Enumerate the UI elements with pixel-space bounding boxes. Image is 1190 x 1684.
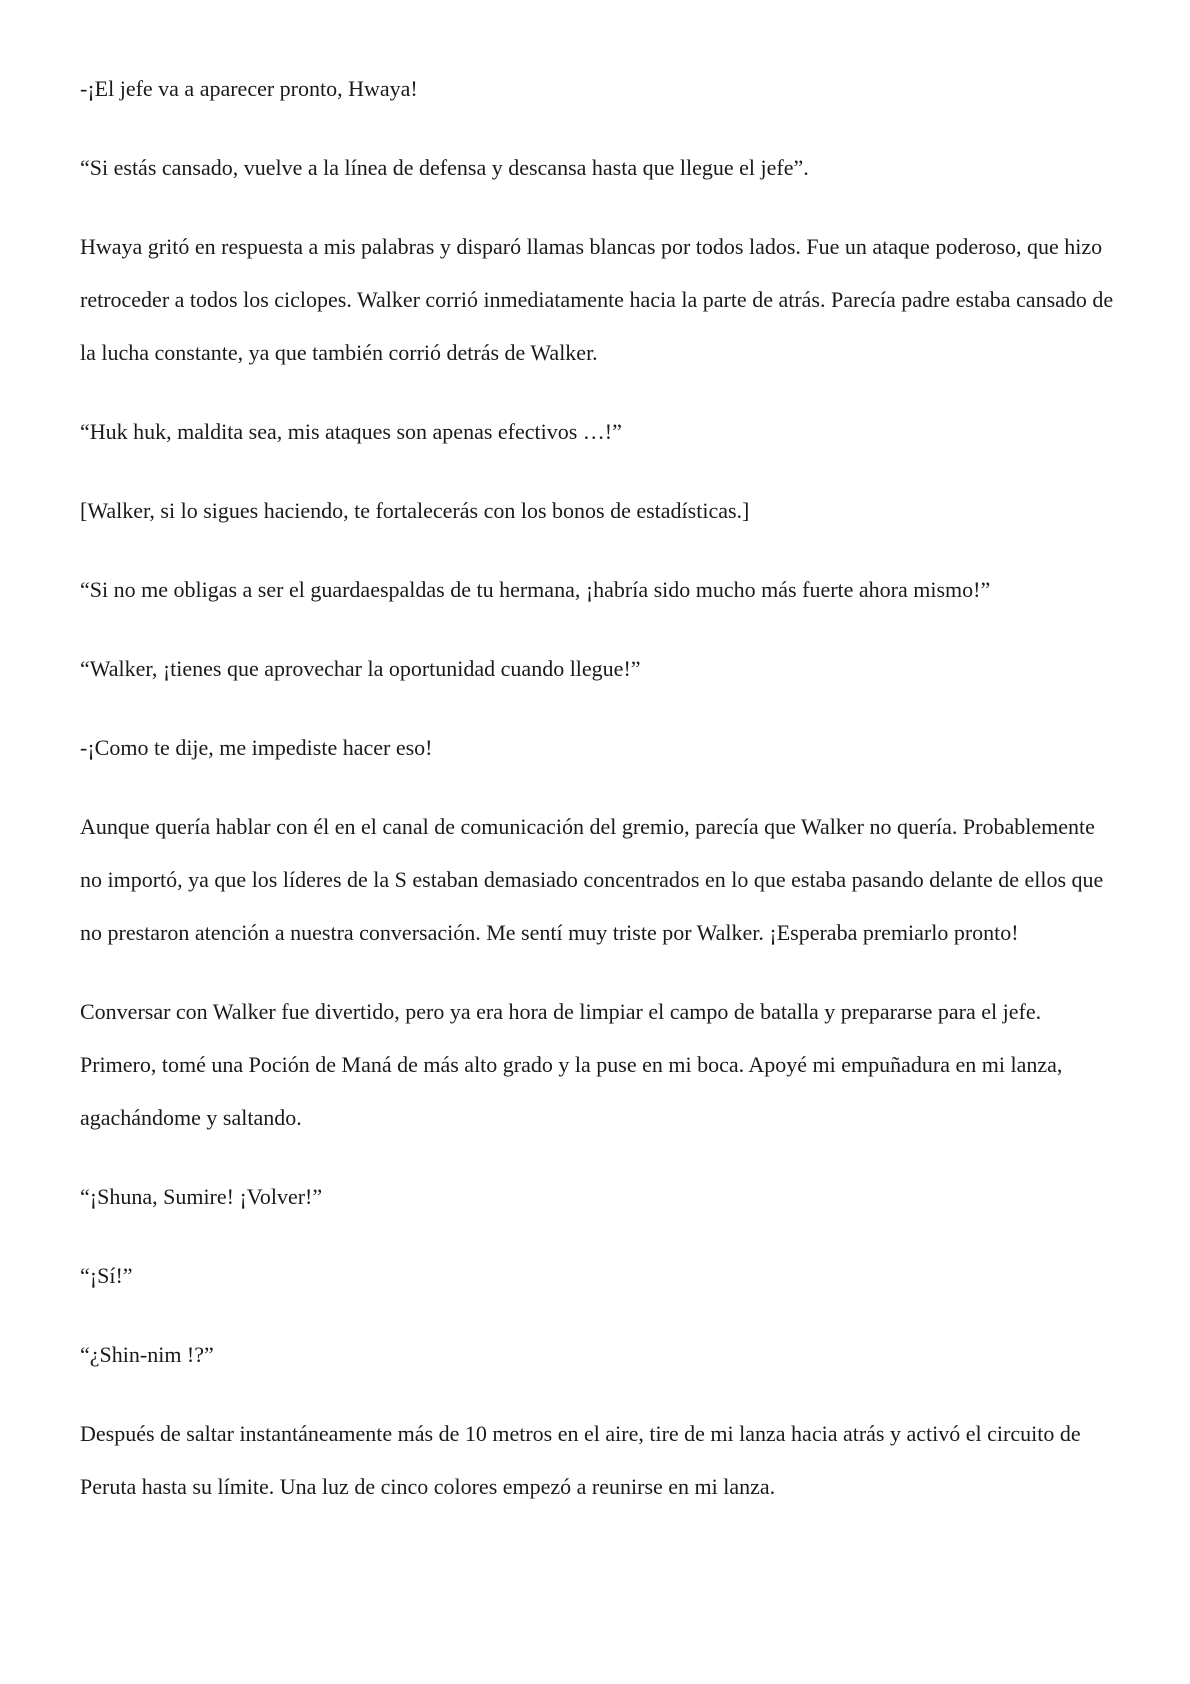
paragraph-8: -¡Como te dije, me impediste hacer eso! [80, 735, 433, 760]
paragraph-5: [Walker, si lo sigues haciendo, te fortalecerás con los bonos de estadísticas.] [80, 498, 750, 523]
paragraph-7: “Walker, ¡tienes que aprovechar la oportunidad cuando llegue!” [80, 656, 641, 681]
paragraph-12: “¡Sí!” [80, 1263, 133, 1288]
paragraph-13: “¿Shin-nim !?” [80, 1342, 214, 1367]
paragraph-14: Después de saltar instantáneamente más de 10 metros en el aire, tire de mi lanza hacia atrás y activó el circuito de Peruta hasta su límite. Una luz de cinco colores empezó a reunirse en mi lanza. [80, 1421, 1081, 1499]
paragraph-1: -¡El jefe va a aparecer pronto, Hwaya! [80, 76, 418, 101]
paragraph-10: Conversar con Walker fue divertido, pero ya era hora de limpiar el campo de batalla y prepararse para el jefe. Primero, tomé una Poción de Maná de más alto grado y la puse en mi boca. Apoyé mi empuñadura en mi lanza, agachándome y saltando. [80, 999, 1063, 1130]
document-body [80, 62, 1120, 1539]
paragraph-3: Hwaya gritó en respuesta a mis palabras y disparó llamas blancas por todos lados. Fue un ataque poderoso, que hizo retroceder a todos los ciclopes. Walker corrió inmediatamente hacia la parte de atrás. Parecía padre estaba cansado de la lucha constante, ya que también corrió detrás de Walker. [80, 234, 1114, 365]
paragraph-11: “¡Shuna, Sumire! ¡Volver!” [80, 1184, 323, 1209]
paragraph-6: “Si no me obligas a ser el guardaespaldas de tu hermana, ¡habría sido mucho más fuerte ahora mismo!” [80, 577, 991, 602]
paragraph-4: “Huk huk, maldita sea, mis ataques son apenas efectivos …!” [80, 419, 622, 444]
paragraph-2: “Si estás cansado, vuelve a la línea de defensa y descansa hasta que llegue el jefe”. [80, 155, 809, 180]
paragraph-9: Aunque quería hablar con él en el canal de comunicación del gremio, parecía que Walker no quería. Probablemente no importó, ya que los líderes de la S estaban demasiado concentrados en lo que estaba pasando delante de ellos que no prestaron atención a nuestra conversación. Me sentí muy triste por Walker. ¡Esperaba premiarlo pronto! [80, 814, 1104, 945]
